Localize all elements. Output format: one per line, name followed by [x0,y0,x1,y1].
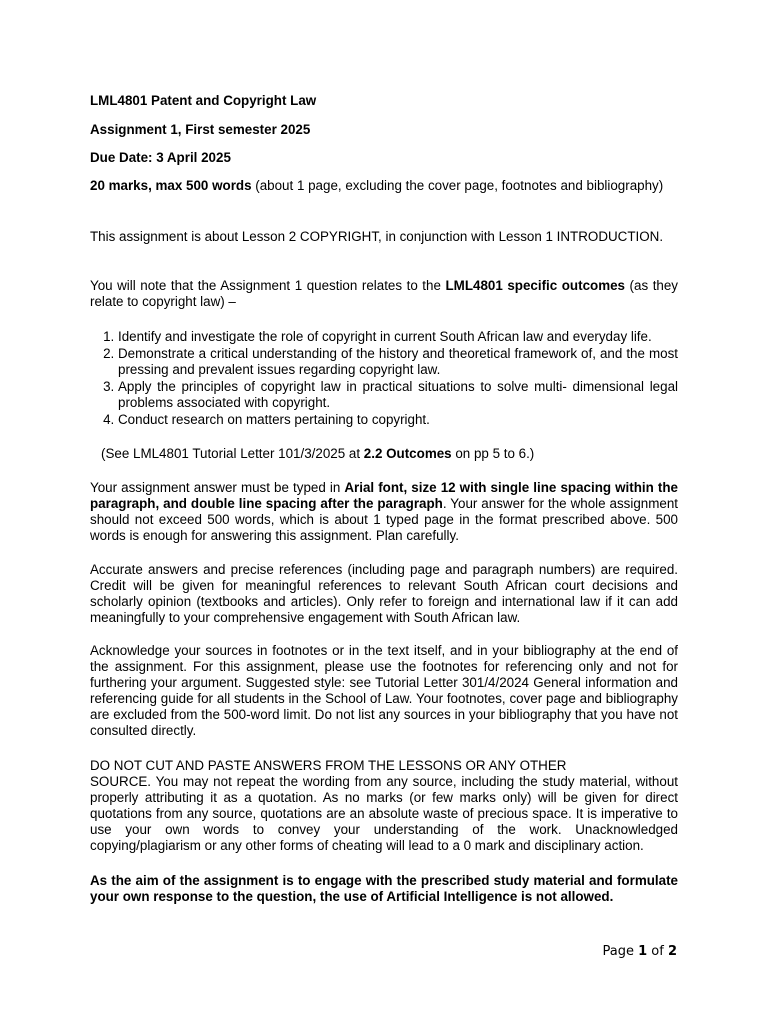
marks-bold: 20 marks, max 500 words [90,178,252,193]
sources-paragraph: Acknowledge your sources in footnotes or in the text itself, and in your bibliography at the end of the assignment. For this assignment, please use the footnotes for referencing only and not for furthering your argument. Suggested style: see Tutorial Letter 301/4/2024 General information and referencing guide for all students in the School of Law. Your footnotes, cover page and bibliography are excluded from the 500-word limit. Do not list any sources in your bibliography that you have not consulted directly. [90,643,678,738]
outcomes-intro-after: (as they relate to copyright law) – [90,278,679,309]
format-before: Your assignment answer must be typed in [90,480,345,495]
ai-notice: As the aim of the assignment is to engage with the prescribed study material and formulate your own response to the question, the use of Artificial Intelligence is not allowed. [90,873,678,904]
footer-current-page: 1 [638,944,648,959]
footer-total-pages: 2 [667,944,677,959]
page-footer [603,944,678,960]
outcomes-intro [90,278,678,310]
outcome-item: 2. Demonstrate a critical understanding of the history and theoretical framework of, and the most pressing and prevalent issues regarding copyright law. [118,346,678,378]
outcome-item: 4. Conduct research on matters pertaining to copyright. [118,412,678,428]
outcomes-intro-bold: LML4801 specific outcomes [445,278,625,293]
course-title: LML4801 Patent and Copyright Law [90,93,317,108]
see-note-before: (See LML4801 Tutorial Letter 101/3/2025 at [101,446,364,461]
intro-paragraph: This assignment is about Lesson 2 COPYRIGHT, in conjunction with Lesson 1 INTRODUCTION. [90,229,664,244]
references-paragraph: Accurate answers and precise references (including page and paragraph numbers) are required. Credit will be given for meaningful references to relevant South African court decisions and scholarly opinion (textbooks and articles). Only refer to foreign and international law if it can add meaningfully to your comprehensive engagement with South African law. [90,562,678,625]
format-bold: Arial font, size 12 with single line spacing within the paragraph, and double line spacing after the paragraph [90,480,678,511]
footer-of-word: of [647,944,668,959]
tutorial-letter-note [101,446,678,462]
outcomes-intro-before: You will note that the Assignment 1 question relates to the [90,278,446,293]
format-after: . Your answer for the whole assignment should not exceed 500 words, which is about 1 typed page in the format prescribed above. 500 words is enough for answering this assignment. Plan carefully. [90,496,678,543]
outcome-item: 3. Apply the principles of copyright law in practical situations to solve multi- dimensional legal problems associated with copyright. [118,379,678,411]
outcomes-list [90,329,678,429]
see-note-bold: 2.2 Outcomes [363,446,452,461]
see-note-after: on pp 5 to 6.) [451,446,535,461]
plagiarism-heading: DO NOT CUT AND PASTE ANSWERS FROM THE LESSONS OR ANY OTHER [90,758,567,773]
format-paragraph [90,480,678,544]
footer-page-word: Page [602,944,639,959]
plagiarism-paragraph: SOURCE. You may not repeat the wording from any source, including the study material, without properly attributing it as a quotation. As no marks (or few marks only) will be given for direct quotations from any source, quotations are an absolute waste of precious space. It is imperative to use your own words to convey your understanding of the work. Unacknowledged copying/plagiarism or any other forms of cheating will lead to a 0 mark and disciplinary action. [90,774,678,853]
outcome-item: 1. Identify and investigate the role of copyright in current South African law and everyday life. [118,329,678,345]
marks-rest: (about 1 page, excluding the cover page, footnotes and bibliography) [251,178,664,193]
assignment-title: Assignment 1, First semester 2025 [90,122,311,137]
due-date: Due Date: 3 April 2025 [90,150,231,165]
marks-paragraph [90,178,678,194]
